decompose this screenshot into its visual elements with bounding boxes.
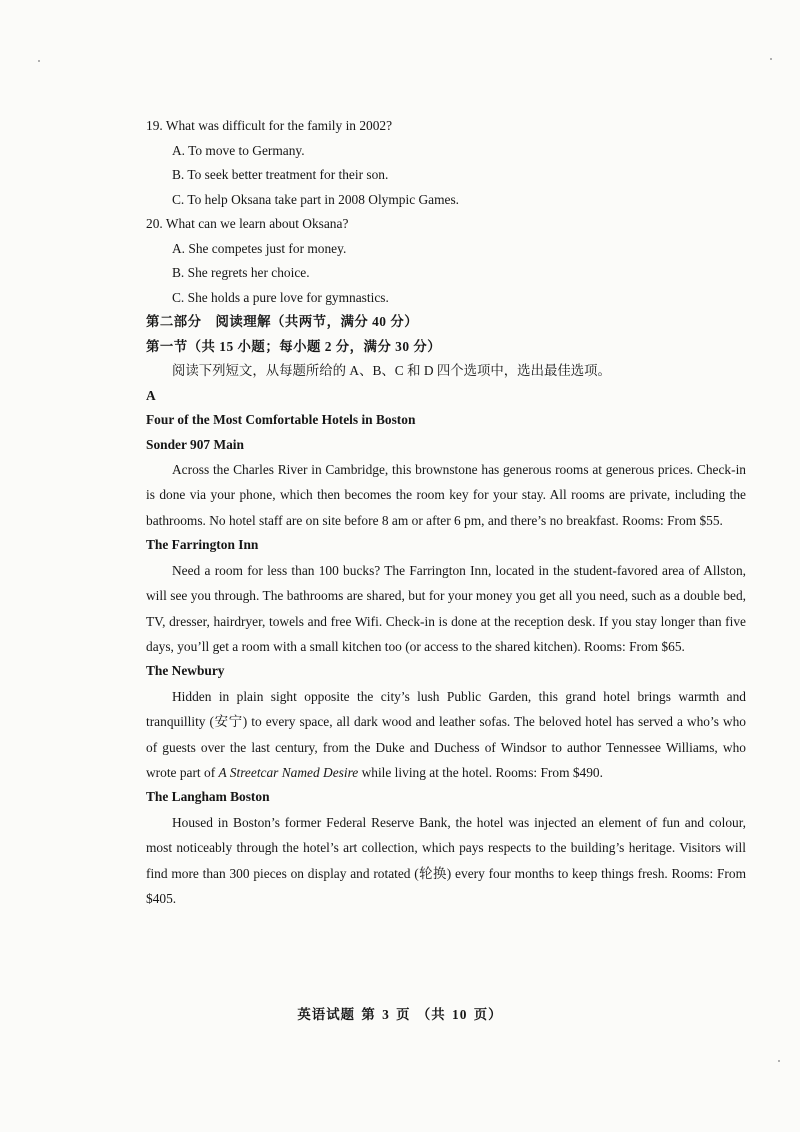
question-stem: 20. What can we learn about Oksana? xyxy=(146,216,349,231)
passage-label: A xyxy=(146,387,156,403)
question-19 xyxy=(146,114,746,212)
description-text: while living at the hotel. Rooms: From $490. xyxy=(358,765,603,781)
question-20 xyxy=(146,212,746,310)
book-title: A Streetcar Named Desire xyxy=(218,765,359,781)
hotel-description: Across the Charles River in Cambridge, this brownstone has generous rooms at generous prices. Check-in is done via your phone, which then becomes the room key for your stay. All rooms are private, including the bathrooms. No hotel staff are on site before 8 am or after 6 pm, and there’s no breakfast. Rooms: From $55. xyxy=(146,462,746,528)
footer-page-suffix: 页 xyxy=(396,1007,411,1022)
hotel-section xyxy=(146,785,746,911)
section-heading: 第一节（共 15 小题；每小题 2 分，满分 30 分） xyxy=(146,338,442,354)
hotel-name: Sonder 907 Main xyxy=(146,436,244,452)
hotel-section xyxy=(146,433,746,534)
option-b: B. To seek better treatment for their son. xyxy=(172,167,389,182)
option-a: A. To move to Germany. xyxy=(172,142,305,158)
part-heading: 第二部分 阅读理解（共两节，满分 40 分） xyxy=(146,314,419,329)
footer-total-number: 10 xyxy=(452,1007,468,1022)
section-instruction: 阅读下列短文，从每题所给的 A、B、C 和 D 四个选项中，选出最佳选项。 xyxy=(172,363,611,378)
footer-page-prefix: 第 xyxy=(361,1007,376,1022)
footer-subject: 英语试题 xyxy=(297,1007,355,1022)
scan-speck xyxy=(778,1060,780,1062)
page-footer xyxy=(0,1004,800,1023)
option-c: C. She holds a pure love for gymnastics. xyxy=(172,289,389,305)
scan-speck xyxy=(38,60,40,62)
scan-speck xyxy=(770,58,772,60)
option-c: C. To help Oksana take part in 2008 Olympic Games. xyxy=(172,191,460,207)
footer-total-suffix: 页） xyxy=(473,1007,503,1022)
question-stem: 19. What was difficult for the family in 2002? xyxy=(146,118,393,133)
hotel-name: The Farrington Inn xyxy=(146,537,259,553)
hotel-description: Housed in Boston’s former Federal Reserve Bank, the hotel was injected an element of fun and colour, most noticeably through the hotel’s art collection, which pays respects to the building’s heritage. Visitors will find more than 300 pieces on display and rotated (轮换) every four months to keep things fresh. Rooms: From $405. xyxy=(146,814,746,907)
footer-total-prefix: （共 xyxy=(416,1007,446,1022)
passage-title: Four of the Most Comfortable Hotels in Boston xyxy=(146,412,416,427)
hotel-section xyxy=(146,659,746,785)
option-b: B. She regrets her choice. xyxy=(172,265,310,280)
option-a: A. She competes just for money. xyxy=(172,240,347,256)
hotel-name: The Newbury xyxy=(146,663,225,679)
hotel-description xyxy=(146,684,746,786)
page-content xyxy=(146,114,746,912)
footer-page-number: 3 xyxy=(382,1007,390,1022)
hotel-section xyxy=(146,533,746,659)
hotel-description: Need a room for less than 100 bucks? The Farrington Inn, located in the student-favored area of Allston, will see you through. The bathrooms are shared, but for your money you get all you need, such as a double bed, TV, dresser, hairdryer, towels and free Wifi. Check-in is done at the reception desk. If you stay longer than five days, you’ll get a room with a small kitchen too (or access to the shared kitchen). Rooms: From $65. xyxy=(146,562,746,654)
description-text: Hidden in plain sight opposite the city’s lush Public Garden, this grand hotel brings warmth and tranquillity (安宁) to every space, all dark wood and leather sofas. The beloved hotel has served a who’s who of guests over the last century, from the Duke and Duchess of Windsor to author Tennessee Williams, who wrote part of xyxy=(146,688,746,781)
hotel-name: The Langham Boston xyxy=(146,789,270,805)
